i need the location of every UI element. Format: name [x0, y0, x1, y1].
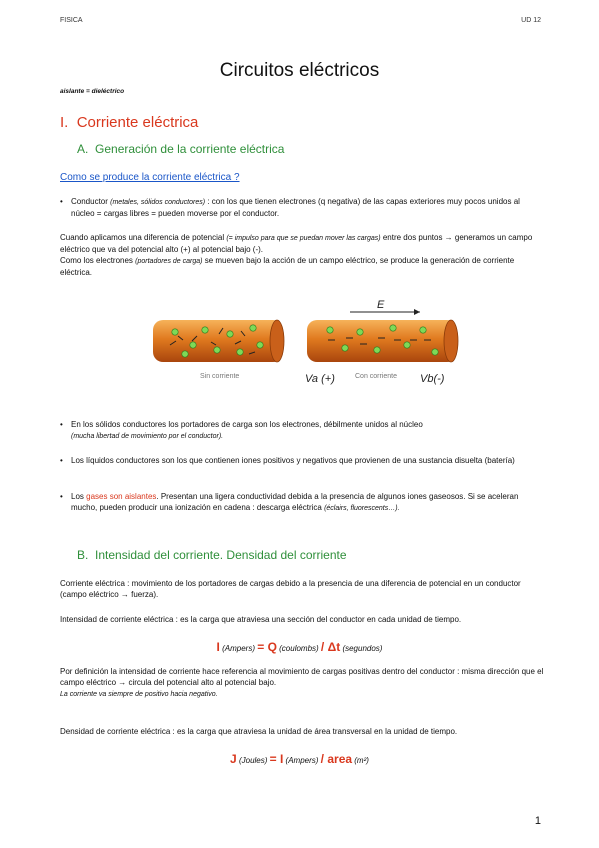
bullet-gases: [60, 491, 545, 514]
bullet-dot: •: [60, 456, 63, 465]
text-italic: (portadores de carga): [135, 258, 203, 265]
label-no-current: Sin corriente: [200, 373, 240, 380]
header-right: UD 12: [521, 17, 541, 24]
symbol-Q: Q: [267, 640, 277, 654]
unit: (coulombs): [276, 644, 321, 653]
text: . Presentan una ligera conductividad debida a la presencia de algunos iones gaseosos. Si se aceleran mucho, pueden producir una ionización en cadena : descarga eléctrica: [71, 492, 519, 512]
section-heading-1: [60, 114, 198, 131]
subtitle: aislante = dieléctrico: [60, 88, 125, 95]
text: Los líquidos conductores son los que contienen iones positivos y negativos que provienen de una sustancia disuelta (batería): [71, 456, 515, 465]
cylinder-left: [153, 320, 284, 362]
symbol-J: J: [230, 752, 237, 766]
section-label: Corriente eléctrica: [76, 114, 199, 131]
text-red: gases son aislantes: [86, 492, 157, 501]
cylinder-right: [307, 320, 458, 362]
bullet-rest: : con los que tienen electrones (q negativa) de las capas exteriores muy pocos unidos al núcleo = cargas libres = pueden moverse por el conductor.: [71, 197, 520, 218]
unit: (Joules): [236, 756, 270, 765]
formula-intensity: [0, 640, 599, 654]
symbol-area: area: [327, 752, 353, 766]
paragraph-current-definition: Corriente eléctrica : movimiento de los portadores de cargas debido a la presencia de una diferencia de potencial en un conductor (campo eléctrico → fuerza).: [60, 579, 521, 599]
bullet-solids: [60, 419, 545, 442]
section-number: I.: [60, 114, 69, 131]
text: Por definición la intensidad de corriente hace referencia al movimiento de cargas positivas dentro del conductor : misma dirección que el campo eléctrico → circula del potencial alto al potencial bajo.: [60, 667, 544, 687]
video-link[interactable]: Como se produce la corriente eléctrica ?: [60, 172, 240, 183]
label-with-current: Con corriente: [355, 373, 398, 380]
subsection-number: A.: [77, 142, 89, 156]
text: entre dos puntos → generamos un campo eléctrico que va del potencial alto (+) al potencial bajo (-).: [60, 233, 533, 254]
unit: (m²): [352, 756, 369, 765]
field-arrow: [350, 309, 420, 315]
field-label: E: [377, 300, 385, 311]
unit: (segundos): [340, 644, 383, 653]
subsection-heading-b: [77, 548, 347, 562]
text-italic: (mucha libertad de movimiento por el conductor).: [71, 433, 224, 440]
page-number: 1: [534, 815, 541, 827]
paragraph-direction: [60, 666, 545, 700]
bullet-italic: (metales, sólidos conductores): [110, 199, 206, 206]
symbol-dt: Δt: [327, 640, 341, 654]
potential-high-label: Va (+): [305, 373, 335, 385]
text: Como los electrones: [60, 256, 136, 265]
subsection-number: B.: [77, 548, 89, 562]
formula-density: [0, 752, 599, 766]
text: se mueven bajo la acción de un campo eléctrico, se produce la generación de corriente eléctrica.: [60, 256, 515, 277]
unit: (Ampers): [283, 756, 321, 765]
subsection-label: Generación de la corriente eléctrica: [95, 142, 285, 156]
subsection-heading-a: [77, 142, 284, 156]
text-italic: La corriente va siempre de positivo hacia negativo.: [60, 691, 218, 698]
page-title: Circuitos eléctricos: [219, 60, 380, 81]
header-left: FISICA: [60, 17, 83, 24]
bullet-dot: •: [60, 492, 63, 501]
text-italic: (éclairs, fluorescents…).: [324, 505, 400, 512]
bullet-liquids: [60, 455, 545, 466]
paragraph-potential: [60, 232, 545, 278]
subsection-label: Intensidad del corriente. Densidad del corriente: [95, 548, 347, 562]
divide: /: [320, 752, 328, 766]
text: Cuando aplicamos una diferencia de potencial: [60, 233, 227, 242]
potential-low-label: Vb(-): [420, 373, 445, 385]
equals: =: [257, 640, 268, 654]
conductor-figure: [145, 300, 465, 390]
text: Los: [71, 492, 87, 501]
bullet-dot: •: [60, 197, 63, 206]
paragraph-intensity-definition: Intensidad de corriente eléctrica : es la carga que atraviesa una sección del conductor en cada unidad de tiempo.: [60, 615, 462, 624]
divide: /: [320, 640, 328, 654]
paragraph-density-definition: Densidad de corriente eléctrica : es la carga que atraviesa la unidad de área transversal en la unidad de tiempo.: [60, 727, 458, 736]
text-italic: (= impulso para que se puedan mover las cargas): [226, 235, 381, 242]
symbol-I: I: [279, 752, 284, 766]
unit: (Ampers): [219, 644, 258, 653]
bullet-conductor: [60, 196, 545, 219]
symbol-I: I: [216, 640, 220, 654]
equals: =: [269, 752, 280, 766]
bullet-lead: Conductor: [71, 197, 111, 206]
text: En los sólidos conductores los portadores de carga son los electrones, débilmente unidos al núcleo: [71, 420, 423, 429]
bullet-dot: •: [60, 420, 63, 429]
